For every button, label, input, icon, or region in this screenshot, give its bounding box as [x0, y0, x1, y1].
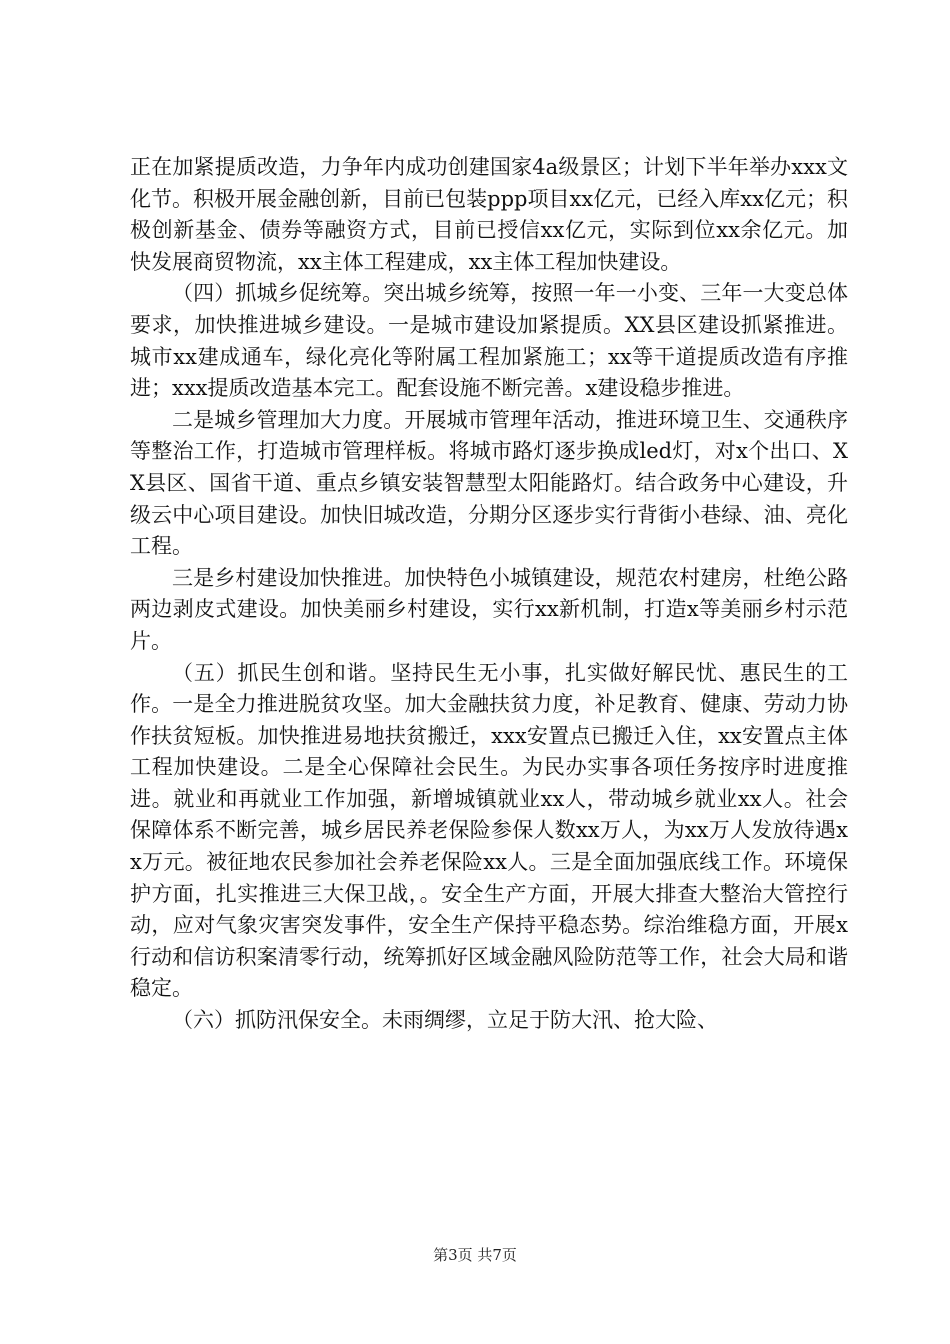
paragraph-4: 三是乡村建设加快推进。加快特色小城镇建设，规范农村建房，杜绝公路两边剥皮式建设。加快美丽乡村建设，实行xx新机制，打造x等美丽乡村示范片。 — [130, 565, 848, 653]
paragraph-3: 二是城乡管理加大力度。开展城市管理年活动，推进环境卫生、交通秩序等整治工作，打造城市管理样板。将城市路灯逐步换成led灯，对x个出口、XX县区、国省干道、重点乡镇安装智慧型太阳能路灯。结合政务中心建设，升级云中心项目建设。加快旧城改造，分期分区逐步实行背街小巷绿、油、亮化工程。 — [130, 407, 848, 559]
paragraph-6: （六）抓防汛保安全。未雨绸缪，立足于防大汛、抢大险、 — [172, 1008, 718, 1033]
document-body — [130, 152, 848, 1037]
paragraph-1: 正在加紧提质改造，力争年内成功创建国家4a级景区；计划下半年举办xxx文化节。积极开展金融创新，目前已包装ppp项目xx亿元，已经入库xx亿元；积极创新基金、债券等融资方式，目前已授信xx亿元，实际到位xx余亿元。加快发展商贸物流，xx主体工程建成，xx主体工程加快建设。 — [130, 155, 848, 274]
paragraph-5: （五）抓民生创和谐。坚持民生无小事，扎实做好解民忧、惠民生的工作。一是全力推进脱贫攻坚。加大金融扶贫力度，补足教育、健康、劳动力协作扶贫短板。加快推进易地扶贫搬迁，xxx安置点已搬迁入住，xx安置点主体工程加快建设。二是全心保障社会民生。为民办实事各项任务按序时进度推进。就业和再就业工作加强，新增城镇就业xx人，带动城乡就业xx人。社会保障体系不断完善，城乡居民养老保险参保人数xx万人，为xx万人发放待遇xx万元。被征地农民参加社会养老保险xx人。三是全面加强底线工作。环境保护方面，扎实推进三大保卫战，。安全生产方面，开展大排查大整治大管控行动，应对气象灾害突发事件，安全生产保持平稳态势。综治维稳方面，开展x行动和信访积案清零行动，统筹抓好区域金融风险防范等工作，社会大局和谐稳定。 — [130, 660, 848, 1001]
page-footer: 第3页 共7页 — [433, 1246, 517, 1264]
paragraph-2: （四）抓城乡促统筹。突出城乡统筹，按照一年一小变、三年一大变总体要求，加快推进城乡建设。一是城市建设加紧提质。XX县区建设抓紧推进。城市xx建成通车，绿化亮化等附属工程加紧施工；xx等干道提质改造有序推进；xxx提质改造基本完工。配套设施不断完善。x建设稳步推进。 — [130, 281, 848, 401]
